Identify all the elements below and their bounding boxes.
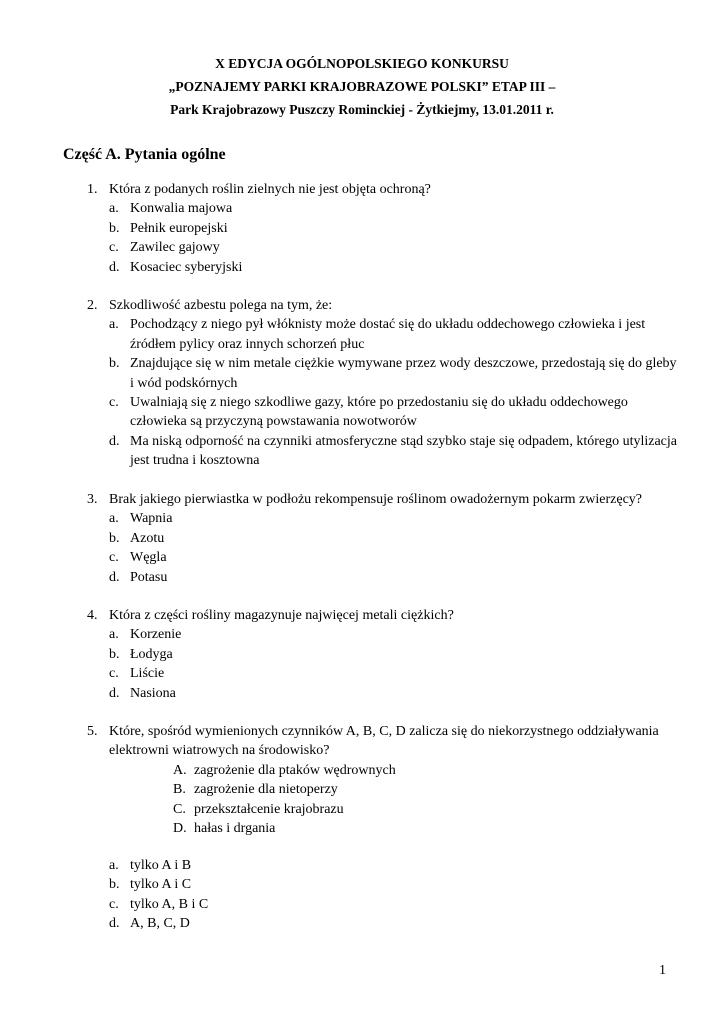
header-line-1: X EDYCJA OGÓLNOPOLSKIEGO KONKURSU <box>215 56 509 71</box>
option-text: Kosaciec syberyjski <box>130 259 243 275</box>
answer-option <box>109 645 677 664</box>
question-number: 3. <box>87 492 98 507</box>
option-letter: c. <box>109 896 119 912</box>
option-text: Węgla <box>130 550 167 566</box>
factor-letter: D. <box>173 821 187 837</box>
option-letter: a. <box>109 511 119 527</box>
answer-option <box>109 875 677 894</box>
option-text: Konwalia majowa <box>130 201 233 217</box>
answer-option <box>109 856 677 875</box>
question-1 <box>87 180 677 277</box>
question-text: Brak jakiego pierwiastka w podłożu rekompensuje roślinom owadożernym pokarm zwierzęcy? <box>109 492 642 507</box>
answer-option <box>109 625 677 644</box>
answer-option <box>109 509 677 528</box>
factor-letter: A. <box>173 762 187 778</box>
question-text: Która z części rośliny magazynuje najwięcej metali ciężkich? <box>109 608 454 623</box>
option-text: Azotu <box>130 530 165 546</box>
header-line-2: „POZNAJEMY PARKI KRAJOBRAZOWE POLSKI” ETAP III – <box>168 79 556 94</box>
option-letter: b. <box>109 220 120 236</box>
option-text: tylko A i C <box>130 877 192 893</box>
question-number: 1. <box>87 182 98 197</box>
answer-option <box>109 664 677 683</box>
answer-option <box>109 895 677 914</box>
option-text: A, B, C, D <box>130 916 190 932</box>
option-letter: c. <box>109 395 119 411</box>
document-header <box>0 52 724 121</box>
option-letter: a. <box>109 201 119 217</box>
option-text: Potasu <box>130 569 168 585</box>
option-letter: c. <box>109 240 119 256</box>
answer-option <box>109 568 677 587</box>
option-text: Ma niską odporność na czynniki atmosferyczne stąd szybko staje się odpadem, którego utylizacja jest trudna i kosztowna <box>130 433 677 469</box>
page-number: 1 <box>659 963 666 978</box>
option-letter: d. <box>109 916 120 932</box>
answer-option <box>109 914 677 933</box>
factor-text: przekształcenie krajobrazu <box>194 801 344 817</box>
question-number: 2. <box>87 298 98 313</box>
factor-item <box>173 800 677 819</box>
option-letter: b. <box>109 356 120 372</box>
question-5 <box>87 722 677 838</box>
option-letter: d. <box>109 433 120 449</box>
option-text: tylko A, B i C <box>130 896 209 912</box>
factor-text: zagrożenie dla nietoperzy <box>194 782 338 798</box>
option-letter: c. <box>109 666 119 682</box>
factor-letter: B. <box>173 782 186 798</box>
factor-item <box>173 761 677 780</box>
question-number: 5. <box>87 724 98 739</box>
option-letter: b. <box>109 646 120 662</box>
answer-option <box>109 393 677 432</box>
question-4 <box>87 606 677 703</box>
factor-text: hałas i drgania <box>194 821 276 837</box>
answer-option <box>109 238 677 257</box>
option-text: Pełnik europejski <box>130 220 228 236</box>
option-text: Wapnia <box>130 511 173 527</box>
header-line-3: Park Krajobrazowy Puszczy Rominckiej - Żytkiejmy, 13.01.2011 r. <box>170 102 554 117</box>
question-text: Które, spośród wymienionych czynników A, B, C, D zalicza się do niekorzystnego oddziaływania elektrowni wiatrowych na środowisko? <box>109 724 659 759</box>
factor-item <box>173 819 677 838</box>
option-text: Zawilec gajowy <box>130 240 220 256</box>
option-letter: b. <box>109 530 120 546</box>
factor-item <box>173 780 677 799</box>
option-letter: d. <box>109 685 120 701</box>
question-number: 4. <box>87 608 98 623</box>
question-5-options <box>87 856 677 934</box>
answer-option <box>109 219 677 238</box>
option-text: tylko A i B <box>130 858 192 873</box>
answer-option <box>109 199 677 218</box>
answer-option <box>109 258 677 277</box>
question-3 <box>87 490 677 587</box>
option-text: Liście <box>130 666 165 682</box>
factor-text: zagrożenie dla ptaków wędrownych <box>194 762 396 778</box>
option-text: Pochodzący z niego pył włóknisty może dostać się do układu oddechowego człowieka i jest źródłem pylicy oraz innych schorzeń płuc <box>130 317 646 352</box>
option-letter: b. <box>109 877 120 893</box>
answer-option <box>109 354 677 393</box>
answer-option <box>109 548 677 567</box>
option-letter: a. <box>109 317 119 333</box>
question-2 <box>87 296 677 471</box>
question-text: Szkodliwość azbestu polega na tym, że: <box>109 298 333 313</box>
option-letter: d. <box>109 259 120 275</box>
answer-option <box>109 529 677 548</box>
option-text: Nasiona <box>130 685 176 701</box>
section-title: Część A. Pytania ogólne <box>63 146 226 163</box>
factor-letter: C. <box>173 801 186 817</box>
question-text: Która z podanych roślin zielnych nie jest objęta ochroną? <box>109 182 431 197</box>
option-text: Uwalniają się z niego szkodliwe gazy, które po przedostaniu się do układu oddechowego człowieka są przyczyną powstawania nowotworów <box>130 395 628 430</box>
option-letter: a. <box>109 858 119 873</box>
option-text: Znajdujące się w nim metale ciężkie wymywane przez wody deszczowe, przedostają się do gleby i wód podskórnych <box>130 356 677 391</box>
answer-option <box>109 315 677 354</box>
option-letter: c. <box>109 550 119 566</box>
option-text: Łodyga <box>130 646 173 662</box>
answer-option <box>109 684 677 703</box>
option-letter: a. <box>109 627 119 643</box>
option-letter: d. <box>109 569 120 585</box>
answer-option <box>109 432 677 471</box>
option-text: Korzenie <box>130 627 182 643</box>
